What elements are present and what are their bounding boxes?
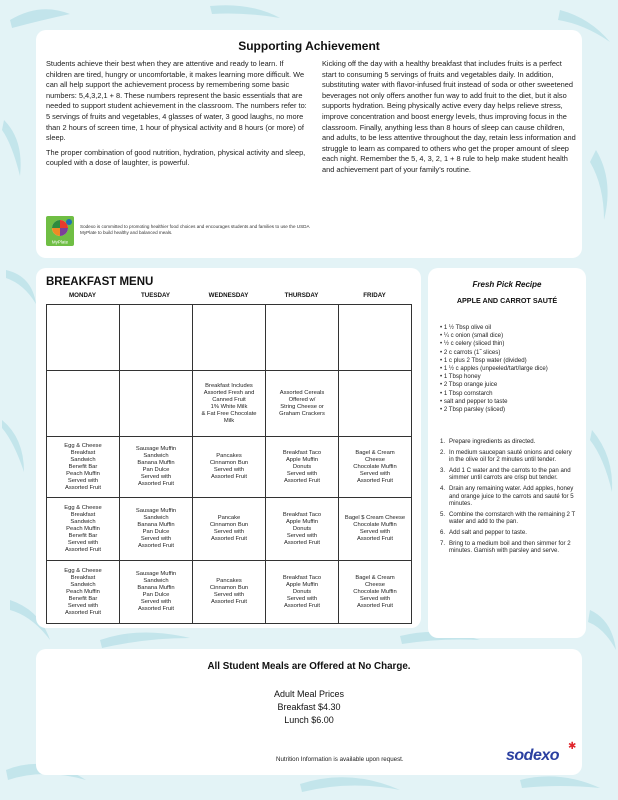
menu-item: Assorted Fruit: [137, 606, 175, 612]
menu-item: 1% White Milk: [210, 403, 248, 410]
menu-item: Served with: [67, 539, 99, 546]
myplate-block: [46, 216, 346, 246]
menu-item: Breakfast: [70, 449, 96, 456]
menu-item: Egg & Cheese: [64, 504, 102, 511]
menu-item: Sandwich: [70, 456, 96, 463]
step-number: 4.: [440, 484, 446, 492]
ingredient: • 2 Tbsp parsley (sliced): [440, 406, 580, 414]
sodexo-logo: [506, 741, 578, 767]
menu-item: Egg & Cheese: [64, 567, 102, 574]
menu-cell: [193, 305, 266, 371]
myplate-statement: Sodexo is committed to promoting healthier food choices and encourages students and families to use the USDA MyPlate to build healthy and balanced meals.: [80, 224, 310, 235]
menu-item: Sausage Muffin: [135, 571, 177, 577]
menu-item: Peach Muffin: [66, 470, 100, 477]
recipe-card: [428, 268, 586, 638]
menu-item: Assorted Fruit: [356, 536, 394, 542]
breakfast-price: Breakfast $4.30: [277, 702, 341, 712]
day-header: FRIDAY: [363, 292, 386, 299]
paragraph: Students achieve their best when they are attentive and ready to learn. If children are tired, hungry or uncomfortable, it makes learning more difficult. We can all help support the achievement process by remembering some basic numbers: 5,4,3,2,1 + 8. These numbers represent the basic essentials that are needed to support student achievement in the classroom. The numbers refer to: 5 servings of fruits and vegetables, 4 glasses of water, 3 good laughs, no more than 2 hours of screen time, 1 hour of physical activity and 8 hours (or more) of sleep.: [46, 59, 307, 143]
step-text: In medium saucepan sauté onions and celery in the olive oil for 2 minutes until tender.: [449, 448, 572, 464]
menu-week-row: [47, 437, 412, 498]
menu-item: Assorted Fruit: [356, 477, 394, 484]
menu-week-row: [47, 305, 412, 371]
nutrition-note: Nutrition Information is available upon request.: [276, 756, 404, 763]
menu-item: Served with: [67, 602, 99, 609]
star-icon: ✱: [568, 741, 577, 752]
menu-item: Banana Muffin: [137, 460, 175, 466]
step-text: Drain any remaining water. Add apples, honey and orange juice to the carrots and sauté for 5 minutes.: [449, 484, 574, 508]
menu-item: Egg & Cheese: [64, 442, 102, 449]
section-title: Supporting Achievement: [238, 39, 380, 53]
menu-item: Pancake: [217, 515, 241, 521]
menu-item: String Cheese or: [280, 403, 324, 410]
menu-item: Donuts: [292, 588, 312, 595]
menu-item: Assorted Fruit: [64, 484, 102, 491]
menu-item: Bagel $ Cream Cheese: [344, 515, 406, 521]
menu-item: Pan Dulce: [142, 592, 170, 598]
supporting-achievement-card: [36, 30, 582, 258]
menu-item: Sausage Muffin: [135, 446, 177, 452]
menu-item: Sandwich: [143, 453, 169, 459]
menu-item: Sandwich: [70, 581, 96, 588]
brand-name: sodexo: [506, 747, 560, 764]
day-header: THURSDAY: [284, 292, 319, 299]
paragraph: Kicking off the day with a healthy breakfast that includes fruits is a perfect start to consuming 5 servings of fruits and vegetables daily. In addition, substituting water with flavor-infused fruit instead of soda or other sweetened beverages not only offers another fun way to add fruit to the diet, but it also supports hydration. Being physically active every day helps relieve stress, improve concentration and boost energy levels, thus improving focus in the classroom. Finally, anything less than 8 hours of sleep can cause children, and adults, to be less attentive throughout the day, retain less information and struggle to learn as compared to others who get the proper amount of sleep each night. Remember the 5, 4, 3, 2, 1 + 8 rule to help make student health and achievement part of your family’s routine.: [322, 59, 576, 174]
ingredient: • 1 ½ Tbsp olive oil: [440, 324, 580, 332]
ingredient: • ½ c celery (sliced thin): [440, 340, 580, 348]
menu-item: Breakfast Includes: [205, 382, 253, 389]
menu-item: Canned Fruit: [212, 396, 246, 403]
ingredient: • 1 ½ c apples (unpeeled/tart/large dice): [440, 365, 580, 373]
step-number: 5.: [440, 510, 446, 518]
menu-item: Pan Dulce: [142, 529, 170, 535]
ingredient: • ¼ c onion (small dice): [440, 332, 580, 340]
menu-item: Sausage Muffin: [135, 508, 177, 514]
step-number: 7.: [440, 539, 446, 547]
recipe-step: [440, 529, 578, 537]
menu-item: Served with: [213, 529, 245, 535]
menu-item: Bagel & Cream: [355, 449, 395, 456]
menu-cell: [193, 498, 266, 561]
menu-item: Pan Dulce: [142, 467, 170, 473]
recipe-step: [440, 467, 578, 482]
menu-item: Served with: [359, 595, 391, 602]
left-column: [46, 59, 308, 173]
menu-cell: [339, 305, 412, 371]
menu-item: Breakfast Taco: [282, 511, 322, 518]
menu-cell: [47, 561, 120, 624]
menu-item: Assorted Fruit: [283, 539, 321, 546]
paragraph: The proper combination of good nutrition, hydration, physical activity and sleep, coupled with a dose of laughter, is powerful.: [46, 147, 306, 168]
ingredient: • 1 Tbsp cornstarch: [440, 390, 580, 398]
menu-item: Benefit Bar: [68, 463, 98, 470]
step-text: Prepare ingredients as directed.: [449, 438, 536, 445]
menu-cell: [47, 498, 120, 561]
menu-item: Milk: [223, 417, 235, 424]
menu-item: Assorted Fruit: [137, 543, 175, 549]
menu-title: BREAKFAST MENU: [46, 276, 154, 288]
menu-item: Donuts: [292, 463, 312, 470]
menu-cell: [47, 437, 120, 498]
step-text: Add 1 C water and the carrots to the pan and simmer until carrots are crisp but tender.: [449, 466, 571, 482]
menu-cell: [266, 437, 339, 498]
right-column: [322, 59, 576, 180]
recipe-step: [440, 540, 578, 555]
step-list: [440, 438, 578, 558]
menu-item: Served with: [286, 532, 318, 539]
menu-table: [46, 304, 412, 624]
menu-cell: [193, 561, 266, 624]
recipe-step: [440, 511, 578, 526]
menu-item: Cinnamon Bun: [209, 585, 249, 591]
menu-item: Peach Muffin: [66, 588, 100, 595]
menu-item: Cinnamon Bun: [209, 460, 249, 466]
menu-item: Breakfast: [70, 511, 96, 518]
menu-item: Cheese: [365, 581, 385, 588]
menu-cell: [47, 371, 120, 437]
menu-item: Pancakes: [216, 578, 242, 584]
step-number: 3.: [440, 466, 446, 474]
menu-item: Apple Muffin: [285, 456, 319, 463]
day-header: TUESDAY: [141, 292, 170, 299]
menu-item: Assorted Fruit: [137, 481, 175, 487]
menu-item: Breakfast Taco: [282, 449, 322, 456]
menu-item: Served with: [140, 474, 172, 480]
menu-cell: [47, 305, 120, 371]
adult-prices-heading: Adult Meal Prices: [273, 689, 345, 699]
ingredient: • 1 c plus 2 Tbsp water (divided): [440, 357, 580, 365]
menu-item: Assorted Fruit: [64, 609, 102, 616]
menu-item: Cinnamon Bun: [209, 522, 249, 528]
myplate-label: MyPlate: [51, 239, 69, 245]
menu-cell: [120, 371, 193, 437]
step-text: Combine the cornstarch with the remaining 2 T water and add to the pan.: [449, 510, 576, 526]
ingredient: • 1 Tbsp honey: [440, 373, 580, 381]
menu-item: Benefit Bar: [68, 532, 98, 539]
menu-item: Sandwich: [143, 515, 169, 521]
menu-item: Assorted Fruit: [210, 599, 248, 605]
menu-item: Assorted Fruit: [210, 536, 248, 542]
menu-cell: [266, 561, 339, 624]
menu-item: Pancakes: [216, 453, 242, 459]
menu-week-row: [47, 498, 412, 561]
menu-cell: [339, 437, 412, 498]
ingredient-list: [440, 324, 580, 414]
recipe-step: [440, 438, 578, 446]
menu-item: Assorted Fruit: [283, 477, 321, 484]
menu-item: Chocolate Muffin: [353, 588, 397, 595]
menu-item: Served with: [286, 470, 318, 477]
step-number: 6.: [440, 528, 446, 536]
step-number: 2.: [440, 448, 446, 456]
recipe-name: APPLE AND CARROT SAUTÉ: [456, 296, 558, 305]
menu-cell: [266, 371, 339, 437]
menu-item: Breakfast: [70, 574, 96, 581]
menu-item: Served with: [359, 470, 391, 477]
menu-grid: [46, 292, 411, 616]
menu-item: Assorted Fruit: [356, 602, 394, 609]
menu-item: Peach Muffin: [66, 525, 100, 532]
menu-item: Assorted Fresh and: [203, 389, 255, 396]
no-charge-notice: All Student Meals are Offered at No Charge.: [207, 661, 411, 672]
menu-cell: [120, 305, 193, 371]
menu-item: Chocolate Muffin: [353, 463, 397, 470]
myplate-logo-icon: [46, 216, 74, 246]
menu-item: Cheese: [365, 456, 385, 463]
menu-cell: [120, 437, 193, 498]
menu-item: Chocolate Muffin: [353, 522, 397, 528]
menu-item: Breakfast Taco: [282, 574, 322, 581]
menu-item: Bagel & Cream: [355, 574, 395, 581]
lunch-price: Lunch $6.00: [284, 715, 334, 725]
menu-cell: [193, 371, 266, 437]
menu-item: Served with: [213, 592, 245, 598]
step-text: Bring to a medium boil and then simmer for 2 minutes. Garnish with parsley and serve.: [449, 539, 571, 555]
menu-item: Assorted Fruit: [283, 602, 321, 609]
menu-week-row: [47, 371, 412, 437]
menu-item: Donuts: [292, 525, 312, 532]
menu-item: Banana Muffin: [137, 585, 175, 591]
recipe-step: [440, 485, 578, 508]
menu-item: Assorted Fruit: [210, 474, 248, 480]
menu-item: & Fat Free Chocolate: [201, 410, 257, 417]
step-number: 1.: [440, 438, 446, 445]
breakfast-menu-card: [36, 268, 421, 628]
menu-item: Served with: [67, 477, 99, 484]
menu-item: Served with: [359, 529, 391, 535]
menu-item: Assorted Fruit: [64, 546, 102, 553]
ingredient: • salt and pepper to taste: [440, 398, 580, 406]
menu-item: Assorted Cereals: [279, 389, 325, 396]
menu-week-row: [47, 561, 412, 624]
menu-cell: [339, 371, 412, 437]
menu-item: Served with: [286, 595, 318, 602]
menu-cell: [266, 305, 339, 371]
recipe-step: [440, 449, 578, 464]
recipe-heading: Fresh Pick Recipe: [472, 280, 542, 289]
step-text: Add salt and pepper to taste.: [449, 528, 527, 536]
menu-item: Served with: [213, 467, 245, 473]
day-header: WEDNESDAY: [208, 292, 249, 299]
menu-cell: [120, 498, 193, 561]
menu-item: Offered w/: [288, 396, 316, 403]
menu-item: Served with: [140, 599, 172, 605]
menu-cell: [120, 561, 193, 624]
day-headers: [46, 292, 411, 304]
pricing-card: [36, 649, 582, 775]
menu-item: Banana Muffin: [137, 522, 175, 528]
day-header: MONDAY: [69, 292, 96, 299]
menu-item: Apple Muffin: [285, 581, 319, 588]
menu-item: Benefit Bar: [68, 595, 98, 602]
menu-item: Graham Crackers: [279, 410, 325, 417]
menu-item: Apple Muffin: [285, 518, 319, 525]
ingredient: • 2 c carrots (1˝ slices): [440, 349, 580, 357]
menu-cell: [193, 437, 266, 498]
ingredient: • 2 Tbsp orange juice: [440, 381, 580, 389]
menu-item: Sandwich: [70, 518, 96, 525]
menu-cell: [339, 561, 412, 624]
menu-item: Sandwich: [143, 578, 169, 584]
menu-cell: [266, 498, 339, 561]
menu-item: Served with: [140, 536, 172, 542]
menu-cell: [339, 498, 412, 561]
